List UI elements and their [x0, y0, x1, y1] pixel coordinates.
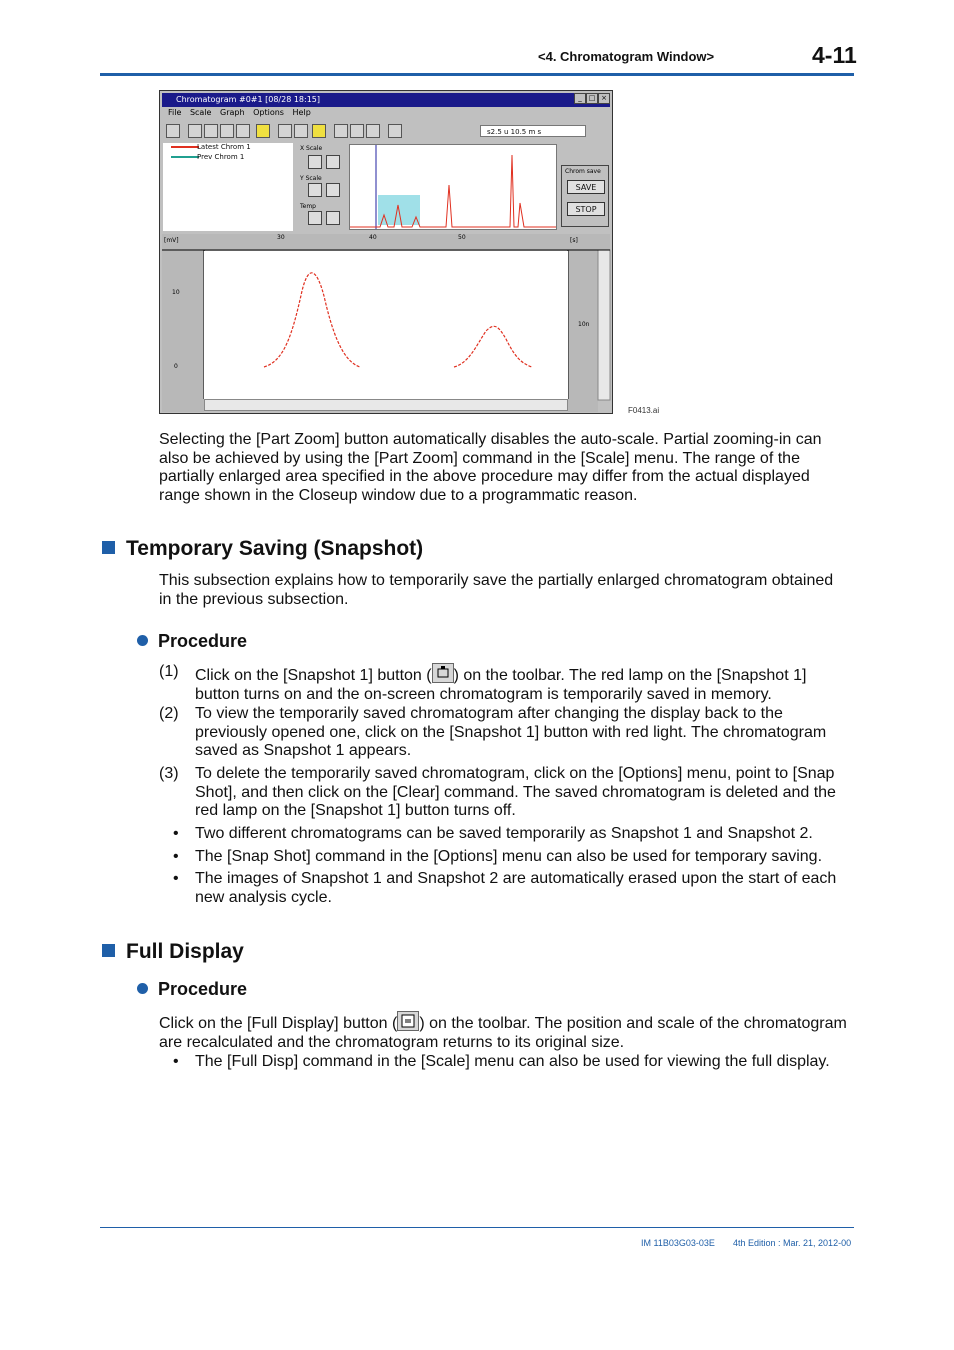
full-display-text-after: ) on the toolbar. The position and scale of the chromatogram are recalculated and the chromatogram returns to its original size.	[159, 1015, 847, 1051]
window-title: Chromatogram #0#1 [08/28 18:15]	[176, 95, 321, 104]
right-axis-tick: 10n	[578, 321, 590, 328]
page-number: 4-11	[812, 42, 857, 68]
figure-label: F0413.ai	[628, 406, 660, 415]
procedure-title: Procedure	[158, 631, 248, 651]
step-1-number: (1)	[159, 663, 179, 680]
snapshot-section-title: Temporary Saving (Snapshot)	[126, 537, 424, 560]
menu-graph[interactable]: Graph	[220, 108, 245, 117]
y-tick-0: 0	[174, 363, 178, 370]
close-button[interactable]: ×	[598, 93, 610, 104]
legend-latest-label: Latest Chrom 1	[197, 143, 251, 151]
menu-scale[interactable]: Scale	[189, 108, 212, 117]
yscale-label: Y Scale	[300, 175, 322, 182]
menu-file[interactable]: File	[168, 108, 182, 117]
chrom-save-title: Chrom save	[565, 168, 601, 175]
step-1-text	[195, 663, 850, 704]
step-2-number: (2)	[159, 705, 179, 722]
minimize-button[interactable]: _	[574, 93, 586, 104]
snapshot-section-heading	[102, 537, 423, 561]
closeup-plot[interactable]	[204, 251, 568, 399]
full-display-procedure-heading	[137, 979, 247, 1000]
snapshot-bullet-3: The images of Snapshot 1 and Snapshot 2 are automatically erased upon the start of each new analysis cycle.	[195, 870, 837, 906]
save-button[interactable]: SAVE	[567, 180, 605, 194]
snapshot-bullet-2: The [Snap Shot] command in the [Options] menu can also be used for temporary saving.	[195, 848, 823, 865]
full-display-text	[159, 1011, 851, 1052]
x-tick-30: 30	[277, 234, 285, 241]
bullet-dot: •	[173, 870, 179, 887]
temp-label: Temp	[300, 203, 316, 210]
footer-divider	[100, 1227, 854, 1228]
step-1-text-after: ) on the toolbar. The red lamp on the [Snapshot 1] button turns on and the on-screen chromatogram is temporarily saved in memory.	[195, 667, 807, 703]
x-tick-50: 50	[458, 234, 466, 241]
step-1-text-before: Click on the [Snapshot 1] button (	[195, 667, 432, 684]
horizontal-scrollbar[interactable]	[204, 399, 568, 411]
closeup-peak-1	[264, 273, 360, 367]
chromatogram-window-figure	[159, 90, 613, 414]
step-3-number: (3)	[159, 765, 179, 782]
chapter-header: <4. Chromatogram Window>	[538, 49, 715, 64]
snapshot-description: This subsection explains how to temporarily save the partially enlarged chromatogram obtained in the previous subsection.	[159, 572, 834, 608]
coordinate-readout: s2.5 u 10.5 m s	[480, 125, 586, 137]
circle-bullet-icon	[137, 635, 148, 646]
y-unit-label: [mV]	[164, 237, 179, 244]
edition-info: 4th Edition : Mar. 21, 2012-00	[733, 1238, 852, 1248]
step-2-text: To view the temporarily saved chromatogram after changing the display back to the previously opened one, click on the [Snapshot 1] button with red light. The chromatogram saved as Snapshot 1 appears.	[195, 705, 827, 760]
menu-help[interactable]: Help	[292, 108, 311, 117]
document-id: IM 11B03G03-03E	[641, 1238, 715, 1248]
snapshot-1-button-icon	[432, 663, 454, 683]
square-bullet-icon	[102, 541, 115, 554]
x-tick-40: 40	[369, 234, 377, 241]
y-tick-10: 10	[172, 289, 180, 296]
header-divider	[100, 73, 854, 76]
square-bullet-icon	[102, 944, 115, 957]
snapshot-procedure-heading	[137, 631, 247, 652]
closeup-peak-2	[454, 326, 532, 367]
full-display-section-title: Full Display	[126, 940, 244, 963]
xscale-label: X Scale	[300, 145, 323, 152]
circle-bullet-icon	[137, 983, 148, 994]
bullet-dot: •	[173, 825, 179, 842]
full-display-section-heading	[102, 940, 244, 964]
full-display-bullet: The [Full Disp] command in the [Scale] menu can also be used for viewing the full display.	[195, 1053, 830, 1070]
bullet-dot: •	[173, 1053, 179, 1070]
bullet-dot: •	[173, 848, 179, 865]
step-3-text: To delete the temporarily saved chromatogram, click on the [Options] menu, point to [Snap Shot], and then click on the [Clear] command. The saved chromatogram is deleted and the red lamp on the [Snapshot 1] button turns off.	[195, 765, 836, 820]
full-display-text-before: Click on the [Full Display] button (	[159, 1015, 398, 1032]
closeup-trace	[204, 251, 568, 399]
stop-button[interactable]: STOP	[567, 202, 605, 216]
snapshot-bullet-1: Two different chromatograms can be saved temporarily as Snapshot 1 and Snapshot 2.	[195, 825, 813, 842]
x-unit-label: [s]	[570, 237, 578, 244]
legend-prev-label: Prev Chrom 1	[197, 153, 245, 161]
full-display-procedure-title: Procedure	[158, 979, 248, 999]
intro-paragraph: Selecting the [Part Zoom] button automatically disables the auto-scale. Partial zooming-in can also be achieved by using the [Part Zoom] command in the [Scale] menu. The range of the partially enlarged area specified in the above procedure may differ from the actual displayed range shown in the Closeup window due to a programmatic reason.	[159, 431, 822, 504]
full-display-button-icon	[397, 1011, 419, 1031]
maximize-button[interactable]: □	[586, 93, 598, 104]
menu-options[interactable]: Options	[253, 108, 284, 117]
